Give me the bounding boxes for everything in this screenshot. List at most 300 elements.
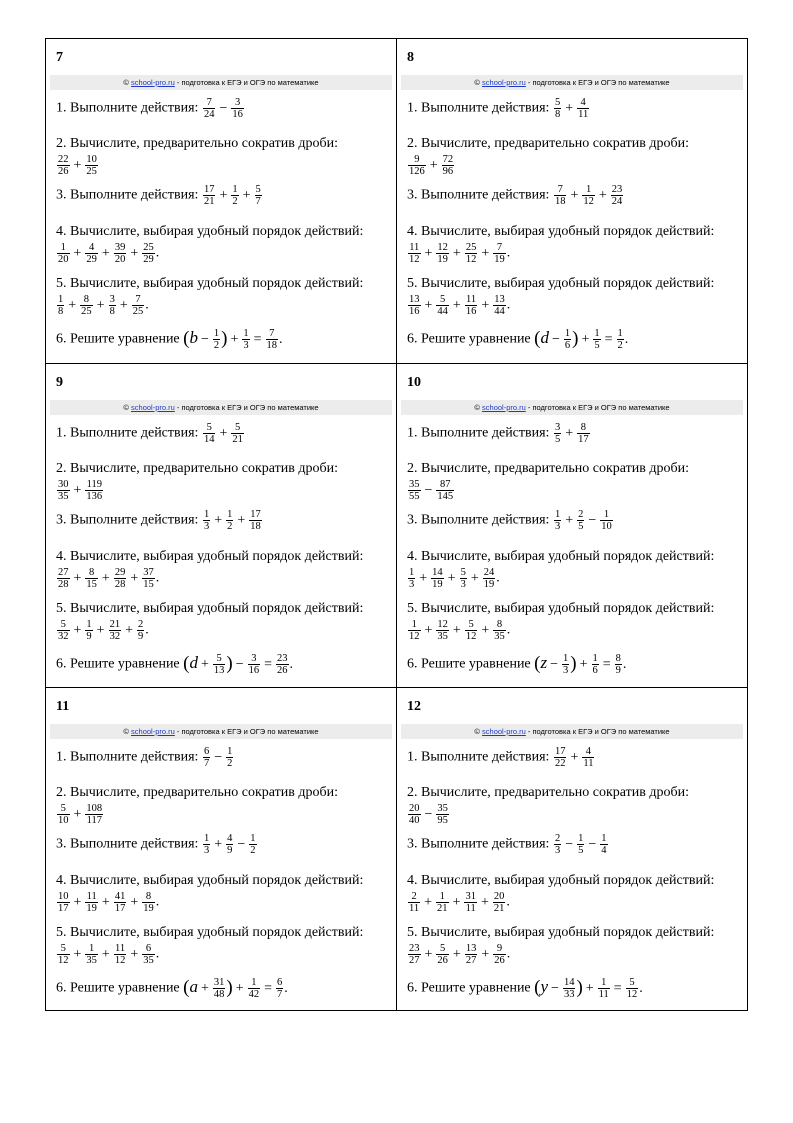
numerator: 24	[483, 567, 495, 578]
numerator: 11	[86, 891, 97, 902]
denominator: 19	[483, 579, 495, 590]
denominator: 3	[203, 521, 210, 532]
denominator: 2	[250, 845, 256, 856]
task-card	[46, 363, 397, 687]
copyright-sign: ©	[474, 403, 483, 412]
fraction	[137, 619, 144, 642]
task-6	[407, 977, 743, 1000]
operator: −	[551, 980, 559, 996]
task-prompt: 3. Выполните действия:	[56, 836, 199, 852]
task-expression	[549, 422, 590, 445]
task-5	[56, 275, 392, 317]
source-banner	[401, 724, 743, 739]
numerator: 1	[243, 328, 249, 339]
task-expression	[56, 803, 392, 826]
fraction	[109, 294, 116, 317]
task-expression	[407, 619, 743, 642]
paren: (	[534, 976, 541, 998]
numerator: 8	[142, 891, 155, 903]
numerator: 41	[114, 891, 126, 902]
denominator: 11	[578, 109, 589, 120]
task-3	[56, 833, 392, 856]
task-3	[407, 184, 743, 207]
task-2	[56, 135, 392, 177]
card-number: 7	[56, 50, 63, 65]
numerator: 5	[626, 977, 639, 989]
numerator: 8	[577, 422, 590, 434]
task-2	[407, 135, 743, 177]
numerator: 1	[58, 294, 64, 305]
fraction	[436, 479, 454, 502]
task-card	[397, 687, 747, 1011]
denominator: 26	[58, 166, 69, 177]
denominator: 10	[58, 815, 69, 826]
denominator: 24	[203, 109, 215, 120]
task-1	[56, 422, 392, 445]
operator: =	[264, 980, 273, 996]
task-prompt: 6. Решите уравнение	[407, 331, 531, 347]
task-6	[407, 328, 743, 351]
operator: +	[480, 894, 489, 910]
fraction	[85, 567, 98, 590]
fraction	[85, 891, 98, 914]
denominator: 12	[114, 955, 126, 966]
operator: =	[613, 980, 622, 996]
fraction	[80, 294, 93, 317]
numerator: 31	[465, 891, 476, 902]
denominator: 3	[563, 665, 569, 676]
fraction	[600, 833, 607, 856]
paren: (	[183, 652, 190, 674]
fraction	[577, 422, 590, 445]
task-expression	[549, 833, 608, 856]
fraction	[554, 184, 567, 207]
denominator: 11	[598, 989, 609, 1000]
task-5	[56, 924, 392, 966]
fraction	[114, 242, 127, 265]
task-4	[407, 872, 743, 914]
operator: +	[96, 622, 105, 638]
task-expression	[407, 567, 743, 590]
task-prompt: 3. Выполните действия:	[407, 836, 550, 852]
task-card	[397, 363, 747, 687]
numerator: 1	[227, 509, 233, 520]
operator: +	[101, 245, 110, 261]
task-1	[407, 422, 743, 445]
task-prompt: 4. Вычислите, выбирая удобный порядок действий:	[407, 873, 715, 888]
task-expression	[407, 242, 743, 265]
denominator: 10	[601, 521, 612, 532]
task-3	[407, 509, 743, 532]
task-card	[46, 39, 397, 363]
fraction	[203, 97, 216, 120]
fraction	[57, 567, 70, 590]
task-expression	[56, 242, 392, 265]
task-expression	[56, 891, 392, 914]
numerator: 8	[493, 619, 506, 631]
denominator: 6	[564, 340, 571, 351]
numerator: 87	[436, 479, 454, 491]
numerator: 6	[277, 977, 283, 988]
operator: +	[429, 157, 438, 173]
worksheet-grid	[45, 38, 748, 1011]
numerator: 2	[137, 619, 144, 630]
numerator: 1	[598, 977, 610, 989]
fraction	[142, 943, 155, 966]
denominator: 35	[494, 631, 505, 642]
numerator: 21	[109, 619, 121, 630]
denominator: 7	[277, 989, 283, 1000]
denominator: 3	[554, 845, 561, 856]
fraction	[611, 184, 624, 207]
fraction	[408, 294, 421, 317]
denominator: 32	[109, 631, 121, 642]
numerator: 1	[250, 833, 256, 844]
task-prompt: 3. Выполните действия:	[56, 512, 199, 528]
task-expression	[549, 184, 624, 207]
denominator: 4	[601, 845, 607, 856]
operator: =	[264, 656, 273, 672]
denominator: 48	[213, 989, 225, 1000]
task-prompt: 4. Вычислите, выбирая удобный порядок действий:	[56, 873, 364, 888]
denominator: 20	[58, 254, 69, 265]
denominator: 117	[86, 815, 102, 826]
denominator: 3	[409, 579, 415, 590]
denominator: 12	[583, 196, 594, 207]
denominator: 33	[563, 989, 575, 1000]
fraction	[276, 977, 283, 1000]
task-6	[56, 328, 392, 351]
numerator: 10	[86, 154, 97, 165]
fraction	[493, 294, 506, 317]
task-1	[56, 97, 392, 120]
operator: +	[96, 297, 105, 313]
paren: )	[226, 652, 233, 674]
period: .	[145, 297, 149, 313]
denominator: 9	[227, 845, 233, 856]
task-prompt: 5. Вычислите, выбирая удобный порядок действий:	[56, 601, 364, 616]
fraction	[554, 422, 561, 445]
operator: =	[602, 656, 611, 672]
fraction	[493, 891, 506, 914]
fraction	[242, 328, 249, 351]
numerator: 5	[213, 653, 226, 665]
fraction	[593, 328, 600, 351]
task-prompt: 3. Выполните действия:	[407, 187, 550, 203]
numerator: 4	[227, 833, 233, 844]
denominator: 19	[143, 903, 154, 914]
operator: +	[452, 622, 461, 638]
source-link[interactable]: school-pro.ru	[131, 403, 175, 412]
numerator: 3	[554, 422, 561, 433]
denominator: 136	[86, 491, 103, 502]
task-prompt: 6. Решите уравнение	[56, 656, 180, 672]
task-5	[407, 600, 743, 642]
numerator: 3	[109, 294, 115, 305]
card-number: 10	[407, 375, 421, 390]
paren: (	[183, 976, 190, 998]
denominator: 25	[81, 306, 92, 317]
numerator: 5	[436, 943, 449, 955]
numerator: 9	[493, 943, 506, 955]
task-prompt: 2. Вычислите, предварительно сократив дроби:	[56, 136, 338, 151]
fraction	[465, 619, 478, 642]
denominator: 15	[86, 579, 97, 590]
operator: +	[481, 622, 490, 638]
task-prompt: 1. Выполните действия:	[407, 100, 550, 116]
fraction	[592, 653, 599, 676]
fraction	[436, 803, 449, 826]
task-expression	[198, 422, 244, 445]
operator: +	[452, 297, 461, 313]
numerator: 1	[232, 184, 238, 195]
numerator: 1	[203, 833, 210, 844]
operator: +	[565, 425, 574, 441]
fraction	[85, 803, 103, 826]
denominator: 18	[554, 196, 566, 207]
denominator: 28	[114, 579, 126, 590]
task-prompt: 2. Вычислите, предварительно сократив дроби:	[407, 785, 689, 800]
numerator: 1	[600, 509, 613, 521]
denominator: 21	[232, 434, 243, 445]
operator: +	[73, 157, 82, 173]
operator: +	[130, 570, 139, 586]
task-expression	[549, 509, 613, 532]
fraction	[408, 619, 421, 642]
task-expression	[407, 154, 743, 177]
banner-text: - подготовка к ЕГЭ и ОГЭ по математике	[174, 727, 319, 736]
operator: −	[588, 836, 597, 852]
numerator: 1	[248, 977, 261, 989]
fraction	[408, 242, 421, 265]
task-prompt: 5. Вычислите, выбирая удобный порядок действий:	[407, 925, 715, 940]
numerator: 37	[143, 567, 154, 578]
numerator: 12	[437, 619, 448, 630]
denominator: 17	[58, 903, 69, 914]
denominator: 25	[86, 166, 97, 177]
task-expression	[180, 327, 283, 351]
numerator: 8	[85, 567, 98, 579]
source-link[interactable]: school-pro.ru	[482, 78, 526, 87]
denominator: 25	[132, 306, 144, 317]
denominator: 12	[409, 631, 420, 642]
fraction	[617, 328, 624, 351]
numerator: 1	[409, 567, 415, 578]
operator: +	[101, 894, 110, 910]
fraction	[203, 833, 210, 856]
operator: =	[604, 331, 613, 347]
paren: )	[576, 976, 583, 998]
task-4	[407, 223, 743, 265]
task-prompt: 1. Выполните действия:	[56, 100, 199, 116]
fraction	[483, 567, 496, 590]
numerator: 20	[493, 891, 505, 902]
task-expression	[180, 976, 288, 1000]
fraction	[436, 943, 449, 966]
paren: )	[570, 652, 577, 674]
fraction	[460, 567, 467, 590]
numerator: 13	[409, 294, 420, 305]
source-link[interactable]: school-pro.ru	[482, 403, 526, 412]
numerator: 5	[554, 97, 561, 108]
fraction	[464, 891, 477, 914]
copyright-sign: ©	[474, 78, 483, 87]
numerator: 1	[563, 653, 569, 664]
source-link[interactable]: school-pro.ru	[131, 727, 175, 736]
task-prompt: 1. Выполните действия:	[56, 749, 199, 765]
operator: +	[68, 297, 77, 313]
task-1	[56, 746, 392, 769]
numerator: 1	[436, 891, 449, 903]
task-expression	[549, 97, 590, 120]
source-banner	[50, 400, 392, 415]
task-4	[56, 548, 392, 590]
fraction	[248, 977, 261, 1000]
operator: +	[73, 622, 82, 638]
task-prompt: 2. Вычислите, предварительно сократив дроби:	[407, 136, 689, 151]
numerator: 5	[465, 619, 478, 631]
fraction	[114, 891, 127, 914]
task-prompt: 5. Вычислите, выбирая удобный порядок действий:	[407, 276, 715, 291]
operator: +	[481, 245, 490, 261]
banner-text: - подготовка к ЕГЭ и ОГЭ по математике	[525, 403, 670, 412]
fraction	[554, 97, 561, 120]
task-prompt: 5. Вычислите, выбирая удобный порядок действий:	[56, 276, 364, 291]
task-expression	[56, 294, 392, 317]
numerator: 31	[213, 977, 225, 988]
operator: −	[219, 100, 228, 116]
numerator: 17	[203, 184, 215, 195]
task-3	[56, 509, 392, 532]
operator: −	[551, 331, 560, 347]
denominator: 12	[409, 254, 420, 265]
task-prompt: 4. Вычислите, выбирая удобный порядок действий:	[56, 224, 364, 239]
task-2	[407, 460, 743, 502]
operator: +	[419, 570, 428, 586]
period: .	[155, 946, 160, 962]
task-expression	[56, 943, 392, 966]
numerator: 4	[582, 746, 594, 758]
operator: +	[424, 894, 433, 910]
task-card	[397, 39, 747, 363]
fraction	[226, 509, 233, 532]
banner-text: - подготовка к ЕГЭ и ОГЭ по математике	[174, 78, 319, 87]
denominator: 126	[409, 166, 425, 177]
fraction	[57, 242, 70, 265]
task-prompt: 4. Вычислите, выбирая удобный порядок действий:	[407, 549, 715, 564]
fraction	[582, 184, 595, 207]
banner-text: - подготовка к ЕГЭ и ОГЭ по математике	[525, 727, 670, 736]
numerator: 1	[213, 328, 220, 339]
operator: +	[73, 570, 82, 586]
numerator: 11	[115, 943, 126, 954]
task-card	[46, 687, 397, 1011]
fraction	[598, 977, 610, 1000]
fraction	[465, 242, 478, 265]
variable: y	[540, 976, 549, 996]
task-3	[407, 833, 743, 856]
fraction	[226, 833, 233, 856]
task-expression	[198, 97, 244, 120]
task-prompt: 1. Выполните действия:	[56, 425, 199, 441]
numerator: 20	[409, 803, 420, 814]
task-prompt: 5. Вычислите, выбирая удобный порядок действий:	[407, 601, 715, 616]
operator: +	[130, 245, 139, 261]
numerator: 30	[58, 479, 69, 490]
denominator: 8	[109, 306, 115, 317]
fraction	[203, 746, 210, 769]
numerator: 22	[58, 154, 69, 165]
numerator: 7	[266, 328, 279, 340]
fraction	[85, 242, 98, 265]
denominator: 16	[248, 665, 260, 676]
source-link[interactable]: school-pro.ru	[131, 78, 175, 87]
denominator: 26	[437, 955, 448, 966]
operator: =	[253, 331, 262, 347]
operator: +	[470, 570, 479, 586]
fraction	[436, 242, 449, 265]
task-expression	[56, 479, 392, 502]
operator: −	[237, 836, 246, 852]
fraction	[213, 653, 226, 676]
paren: )	[221, 327, 228, 349]
task-prompt: 6. Решите уравнение	[56, 980, 180, 996]
fraction	[554, 746, 567, 769]
numerator: 35	[437, 803, 448, 814]
denominator: 16	[465, 306, 477, 317]
denominator: 2	[617, 340, 623, 351]
operator: +	[424, 946, 433, 962]
numerator: 23	[409, 943, 420, 954]
numerator: 29	[114, 567, 126, 578]
task-expression	[198, 746, 234, 769]
period: .	[155, 894, 160, 910]
source-banner	[401, 400, 743, 415]
numerator: 14	[563, 977, 575, 988]
numerator: 23	[611, 184, 623, 195]
numerator: 39	[114, 242, 126, 253]
operator: +	[101, 570, 110, 586]
period: .	[284, 980, 288, 996]
period: .	[639, 980, 643, 996]
numerator: 1	[554, 509, 561, 520]
denominator: 35	[143, 955, 154, 966]
variable: b	[189, 327, 198, 347]
denominator: 12	[465, 254, 477, 265]
denominator: 26	[494, 955, 505, 966]
source-link[interactable]: school-pro.ru	[482, 727, 526, 736]
variable: d	[540, 327, 549, 347]
fraction	[132, 294, 145, 317]
denominator: 9	[137, 631, 144, 642]
denominator: 3	[203, 845, 210, 856]
operator: −	[550, 656, 559, 672]
denominator: 35	[86, 955, 97, 966]
denominator: 27	[465, 955, 477, 966]
numerator: 2	[578, 509, 584, 520]
operator: +	[73, 946, 82, 962]
task-expression	[407, 294, 743, 317]
numerator: 5	[436, 294, 449, 306]
operator: +	[73, 482, 82, 498]
numerator: 1	[582, 184, 595, 196]
task-prompt: 6. Решите уравнение	[56, 331, 180, 347]
numerator: 1	[86, 619, 92, 630]
task-prompt: 1. Выполните действия:	[407, 425, 550, 441]
fraction	[142, 242, 155, 265]
task-2	[56, 784, 392, 826]
task-expression	[531, 327, 629, 351]
